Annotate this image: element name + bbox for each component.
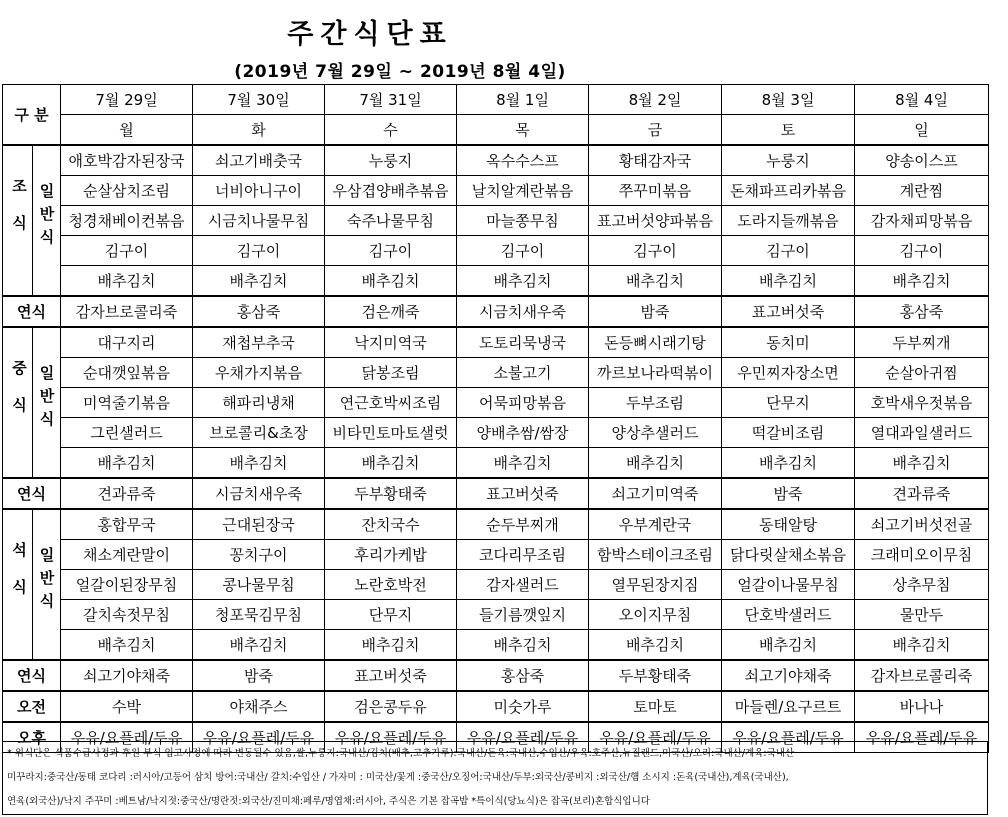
menu-item: 우삼겹양배추볶음 [325, 176, 457, 206]
menu-item: 청포묵김무침 [193, 600, 325, 630]
menu-item: 오이지무침 [589, 600, 722, 630]
menu-item: 김구이 [589, 236, 722, 266]
menu-item: 얼갈이나물무침 [722, 570, 855, 600]
snack-label: 오전 [3, 691, 61, 722]
day-header: 월 [61, 115, 193, 146]
snack-item: 미숫가루 [457, 691, 589, 722]
soft-diet-item: 쇠고기야채죽 [722, 660, 855, 691]
meal-label-text: 조식 [10, 178, 28, 252]
menu-item: 잔치국수 [325, 509, 457, 540]
menu-item: 배추김치 [589, 448, 722, 479]
soft-diet-item: 홍삼죽 [855, 296, 989, 327]
note-line: 미꾸라지:중국산/동태 코다리 :러시아/고등어 삼치 방어:국내산/ 갈치:수입산 / 가자미 : 미국산/꽃게 :중국산/오징어:국내산/두부:외국산/콩비지 :외국산/햄 소시지 :돈육(국내산),계육(국내산), [7, 772, 789, 783]
snack-item: 우유/요플레/두유 [61, 722, 193, 753]
menu-item: 물만두 [855, 600, 989, 630]
snack-item: 마들렌/요구르트 [722, 691, 855, 722]
soft-diet-item: 견과류죽 [61, 478, 193, 509]
soft-diet-item: 홍삼죽 [193, 296, 325, 327]
menu-item: 도토리묵냉국 [457, 327, 589, 358]
menu-item: 홍합무국 [61, 509, 193, 540]
menu-item: 배추김치 [61, 266, 193, 297]
menu-item: 순살삼치조림 [61, 176, 193, 206]
note-line: 연육(외국산)/낙지 주꾸미 :베트남/낙지젓:중국산/명란젓:외국산/진미채:페루/명엽채:러시아, 주식은 기본 잡곡밥 *특이식(당뇨식)은 잡곡(보리)혼합식입니다 [7, 796, 650, 807]
menu-item: 배추김치 [722, 266, 855, 297]
soft-diet-item: 시금치새우죽 [457, 296, 589, 327]
menu-item: 두부조림 [589, 388, 722, 418]
menu-item: 후리가케밥 [325, 540, 457, 570]
date-header: 7월 30일 [193, 85, 325, 115]
menu-item: 순대깻잎볶음 [61, 358, 193, 388]
snack-item: 우유/요플레/두유 [722, 722, 855, 753]
soft-diet-label: 연식 [3, 660, 61, 691]
menu-item: 상추무침 [855, 570, 989, 600]
menu-item: 열대과일샐러드 [855, 418, 989, 448]
snack-item: 우유/요플레/두유 [855, 722, 989, 753]
menu-item: 양상추샐러드 [589, 418, 722, 448]
menu-item: 계란찜 [855, 176, 989, 206]
soft-diet-item: 쇠고기미역죽 [589, 478, 722, 509]
menu-item: 순두부찌개 [457, 509, 589, 540]
menu-item: 감자채피망볶음 [855, 206, 989, 236]
date-header: 8월 4일 [855, 85, 989, 115]
menu-item: 단무지 [325, 600, 457, 630]
menu-item: 배추김치 [325, 448, 457, 479]
menu-item: 배추김치 [855, 448, 989, 479]
snack-label: 오후 [3, 722, 61, 753]
day-header: 화 [193, 115, 325, 146]
menu-item: 우부계란국 [589, 509, 722, 540]
menu-item: 순살아귀찜 [855, 358, 989, 388]
date-header: 7월 29일 [61, 85, 193, 115]
menu-item: 들기름깻잎지 [457, 600, 589, 630]
soft-diet-item: 검은깨죽 [325, 296, 457, 327]
menu-item: 양송이스프 [855, 145, 989, 176]
note-line: * 위식단은 식품수급사정과 후원 부식 입고사정에 따라 변동될수 있음,쌀,누룽지:국내산/김치(배추,고추가루):국내산/돈육:국내산,수입산/우육:호주산,뉴질랜드,미국산/오리:국내산/계육:국내산 [7, 748, 795, 759]
menu-item: 배추김치 [193, 448, 325, 479]
menu-item: 배추김치 [193, 266, 325, 297]
menu-item: 청경채베이컨볶음 [61, 206, 193, 236]
menu-item: 배추김치 [457, 630, 589, 661]
soft-diet-label: 연식 [3, 296, 61, 327]
day-header: 토 [722, 115, 855, 146]
menu-item: 배추김치 [61, 448, 193, 479]
menu-item: 크래미오이무침 [855, 540, 989, 570]
day-header: 금 [589, 115, 722, 146]
menu-item: 열무된장지짐 [589, 570, 722, 600]
menu-item: 배추김치 [855, 266, 989, 297]
menu-item: 연근호박씨조림 [325, 388, 457, 418]
snack-item: 우유/요플레/두유 [325, 722, 457, 753]
menu-item: 너비아니구이 [193, 176, 325, 206]
menu-item: 브로콜리&초장 [193, 418, 325, 448]
snack-item: 수박 [61, 691, 193, 722]
menu-item: 배추김치 [855, 630, 989, 661]
menu-item: 동태알탕 [722, 509, 855, 540]
menu-item: 함박스테이크조림 [589, 540, 722, 570]
snack-item: 우유/요플레/두유 [589, 722, 722, 753]
menu-item: 시금치나물무침 [193, 206, 325, 236]
menu-item: 해파리냉채 [193, 388, 325, 418]
menu-item: 돈등뼈시래기탕 [589, 327, 722, 358]
date-header: 7월 31일 [325, 85, 457, 115]
meal-type-label [33, 509, 61, 660]
meal-type-text: 일반식 [37, 546, 56, 616]
category-header: 구 분 [3, 85, 61, 146]
menu-item: 까르보나라떡볶이 [589, 358, 722, 388]
page-title: 주간식단표 [287, 19, 453, 50]
meal-type-text: 일반식 [37, 364, 56, 434]
day-header: 수 [325, 115, 457, 146]
meal-type-label [33, 145, 61, 296]
menu-item: 비타민토마토샐럿 [325, 418, 457, 448]
menu-item: 김구이 [193, 236, 325, 266]
meal-label-text: 석식 [10, 542, 28, 616]
menu-item: 얼갈이된장무침 [61, 570, 193, 600]
snack-item: 토마토 [589, 691, 722, 722]
menu-item: 닭봉조림 [325, 358, 457, 388]
menu-item: 옥수수스프 [457, 145, 589, 176]
menu-item: 표고버섯양파볶음 [589, 206, 722, 236]
menu-item: 근대된장국 [193, 509, 325, 540]
menu-item: 누룽지 [722, 145, 855, 176]
snack-item: 검은콩두유 [325, 691, 457, 722]
soft-diet-item: 두부황태죽 [325, 478, 457, 509]
soft-diet-item: 쇠고기야채죽 [61, 660, 193, 691]
menu-item: 배추김치 [457, 448, 589, 479]
menu-item: 재첩부추국 [193, 327, 325, 358]
soft-diet-item: 표고버섯죽 [722, 296, 855, 327]
meal-label-text: 중식 [10, 360, 28, 434]
menu-item: 단호박샐러드 [722, 600, 855, 630]
menu-item: 김구이 [855, 236, 989, 266]
soft-diet-item: 밤죽 [589, 296, 722, 327]
menu-item: 두부찌개 [855, 327, 989, 358]
menu-item: 떡갈비조림 [722, 418, 855, 448]
soft-diet-label: 연식 [3, 478, 61, 509]
soft-diet-item: 감자브로콜리죽 [855, 660, 989, 691]
menu-item: 쇠고기배춧국 [193, 145, 325, 176]
date-header: 8월 2일 [589, 85, 722, 115]
menu-item: 단무지 [722, 388, 855, 418]
menu-item: 닭다릿살채소볶음 [722, 540, 855, 570]
menu-item: 코다리무조림 [457, 540, 589, 570]
menu-item: 김구이 [61, 236, 193, 266]
snack-item: 바나나 [855, 691, 989, 722]
soft-diet-item: 밤죽 [722, 478, 855, 509]
menu-item: 배추김치 [457, 266, 589, 297]
menu-item: 애호박감자된장국 [61, 145, 193, 176]
menu-item: 채소계란말이 [61, 540, 193, 570]
menu-item: 도라지들깨볶음 [722, 206, 855, 236]
soft-diet-item: 감자브로콜리죽 [61, 296, 193, 327]
meal-label [3, 145, 33, 296]
menu-item: 양배추쌈/쌈장 [457, 418, 589, 448]
menu-item: 숙주나물무침 [325, 206, 457, 236]
soft-diet-item: 시금치새우죽 [193, 478, 325, 509]
menu-item: 배추김치 [589, 630, 722, 661]
notes-box [2, 741, 988, 815]
menu-item: 미역줄기볶음 [61, 388, 193, 418]
menu-item: 누룽지 [325, 145, 457, 176]
snack-item: 야채주스 [193, 691, 325, 722]
menu-item: 배추김치 [722, 448, 855, 479]
menu-item: 감자샐러드 [457, 570, 589, 600]
menu-item: 우민찌자장소면 [722, 358, 855, 388]
soft-diet-item: 표고버섯죽 [325, 660, 457, 691]
menu-item: 콩나물무침 [193, 570, 325, 600]
soft-diet-item: 표고버섯죽 [457, 478, 589, 509]
menu-item: 낙지미역국 [325, 327, 457, 358]
meal-type-text: 일반식 [37, 182, 56, 252]
day-header: 일 [855, 115, 989, 146]
menu-item: 배추김치 [589, 266, 722, 297]
snack-item: 우유/요플레/두유 [457, 722, 589, 753]
menu-item: 대구지리 [61, 327, 193, 358]
menu-table [2, 84, 989, 753]
menu-item: 쇠고기버섯전골 [855, 509, 989, 540]
menu-item: 배추김치 [61, 630, 193, 661]
soft-diet-item: 밤죽 [193, 660, 325, 691]
menu-item: 김구이 [722, 236, 855, 266]
meal-type-label [33, 327, 61, 478]
soft-diet-item: 홍삼죽 [457, 660, 589, 691]
menu-item: 동치미 [722, 327, 855, 358]
menu-item: 호박새우젓볶음 [855, 388, 989, 418]
date-range: (2019년 7월 29일 ~ 2019년 8월 4일) [234, 62, 566, 82]
menu-item: 배추김치 [193, 630, 325, 661]
menu-item: 갈치속젓무침 [61, 600, 193, 630]
menu-item: 꽁치구이 [193, 540, 325, 570]
meal-label [3, 327, 33, 478]
menu-item: 날치알계란볶음 [457, 176, 589, 206]
day-header: 목 [457, 115, 589, 146]
snack-item: 우유/요플레/두유 [193, 722, 325, 753]
menu-item: 소불고기 [457, 358, 589, 388]
menu-item: 김구이 [457, 236, 589, 266]
menu-item: 그린샐러드 [61, 418, 193, 448]
meal-label [3, 509, 33, 660]
menu-item: 우채가지볶음 [193, 358, 325, 388]
menu-item: 쭈꾸미볶음 [589, 176, 722, 206]
menu-item: 어묵피망볶음 [457, 388, 589, 418]
menu-item: 배추김치 [325, 266, 457, 297]
date-header: 8월 3일 [722, 85, 855, 115]
menu-item: 마늘쫑무침 [457, 206, 589, 236]
menu-item: 김구이 [325, 236, 457, 266]
menu-item: 노란호박전 [325, 570, 457, 600]
menu-item: 돈채파프리카볶음 [722, 176, 855, 206]
soft-diet-item: 견과류죽 [855, 478, 989, 509]
menu-item: 황태감자국 [589, 145, 722, 176]
date-header: 8월 1일 [457, 85, 589, 115]
menu-item: 배추김치 [325, 630, 457, 661]
menu-item: 배추김치 [722, 630, 855, 661]
soft-diet-item: 두부황태죽 [589, 660, 722, 691]
